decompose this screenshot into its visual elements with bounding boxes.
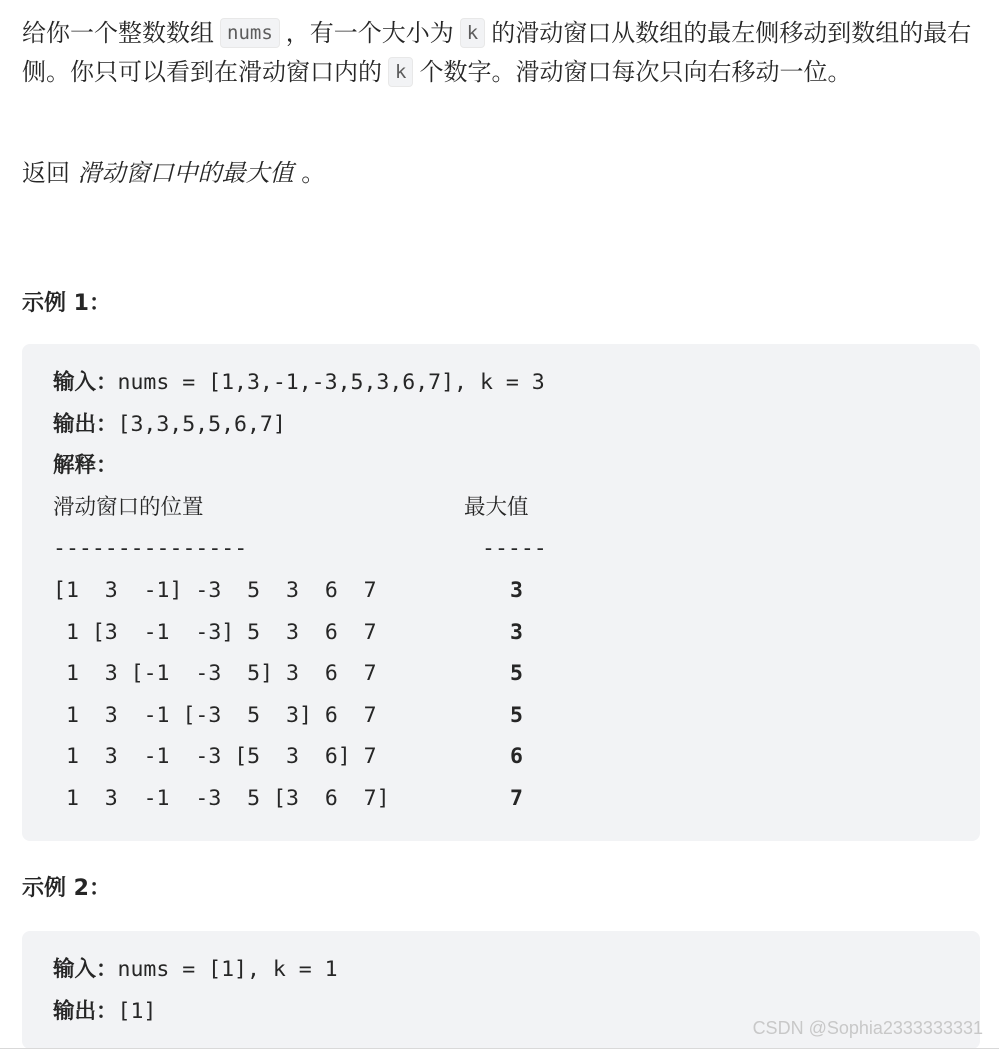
code-k-2: k — [388, 57, 413, 87]
return-prefix: 返回 — [22, 159, 70, 187]
window-position: 1 3 -1 -3 [5 3 6] 7 — [53, 744, 377, 770]
bottom-divider — [0, 1048, 999, 1049]
window-row — [53, 612, 980, 654]
problem-description — [22, 14, 982, 92]
window-position: 1 [3 -1 -3] 5 3 6 7 — [53, 619, 377, 645]
window-max: 3 — [510, 577, 523, 603]
example-1-explain-line — [53, 445, 980, 487]
window-max: 6 — [510, 744, 523, 770]
example-1-heading: 示例 1： — [22, 291, 111, 316]
return-emphasis: 滑动窗口中的最大值 — [77, 159, 294, 187]
window-position: [1 3 -1] -3 5 3 6 7 — [53, 577, 377, 603]
explain-label: 解释： — [53, 453, 118, 479]
input-label: 输入： — [53, 370, 118, 395]
column-window-header: 滑动窗口的位置 — [53, 494, 204, 520]
window-row — [53, 570, 980, 612]
example-1-output-line — [53, 404, 980, 446]
window-max: 5 — [510, 702, 523, 728]
example-2-input-line — [53, 949, 980, 991]
example-1-column-header — [53, 487, 980, 529]
window-position: 1 3 [-1 -3 5] 3 6 7 — [53, 661, 377, 687]
window-max: 3 — [510, 619, 523, 645]
column-max-header: 最大值 — [464, 494, 529, 520]
return-suffix: 。 — [301, 159, 326, 187]
window-max: 5 — [510, 661, 523, 687]
desc-text-4: 个数字。滑动窗口每次只向右移动一位。 — [419, 58, 852, 86]
desc-text-2: ，有一个大小为 — [285, 19, 454, 47]
example-1-separator — [53, 528, 980, 570]
example-2-heading: 示例 2： — [22, 876, 111, 901]
window-position: 1 3 -1 -3 5 [3 6 7] — [53, 785, 390, 811]
input-label: 输入： — [53, 957, 118, 982]
example-1-input-line — [53, 362, 980, 404]
output-value: [1] — [117, 998, 157, 1024]
window-row — [53, 695, 980, 737]
example-1-code-block — [22, 344, 980, 841]
output-label: 输出： — [53, 998, 118, 1024]
code-nums: nums — [220, 18, 280, 48]
return-statement — [22, 154, 325, 193]
window-row — [53, 736, 980, 778]
desc-text-1: 给你一个整数数组 — [22, 19, 214, 47]
code-k: k — [460, 18, 485, 48]
output-value: [3,3,5,5,6,7] — [117, 411, 286, 437]
window-row — [53, 653, 980, 695]
input-value: nums = [1,3,-1,-3,5,3,6,7], k = 3 — [117, 370, 545, 395]
input-value: nums = [1], k = 1 — [117, 957, 338, 982]
separator-window: --------------- — [53, 536, 248, 562]
separator-max: ----- — [482, 536, 547, 562]
output-label: 输出： — [53, 411, 118, 437]
window-position: 1 3 -1 [-3 5 3] 6 7 — [53, 702, 377, 728]
desc-text-3: 的滑动窗口从数组的最左侧移动到数组的最右侧。你只可以看到在滑动窗口内的 — [22, 19, 972, 86]
window-row — [53, 778, 980, 820]
csdn-watermark: CSDN @Sophia2333333331 — [752, 1018, 983, 1038]
window-max: 7 — [510, 785, 523, 811]
